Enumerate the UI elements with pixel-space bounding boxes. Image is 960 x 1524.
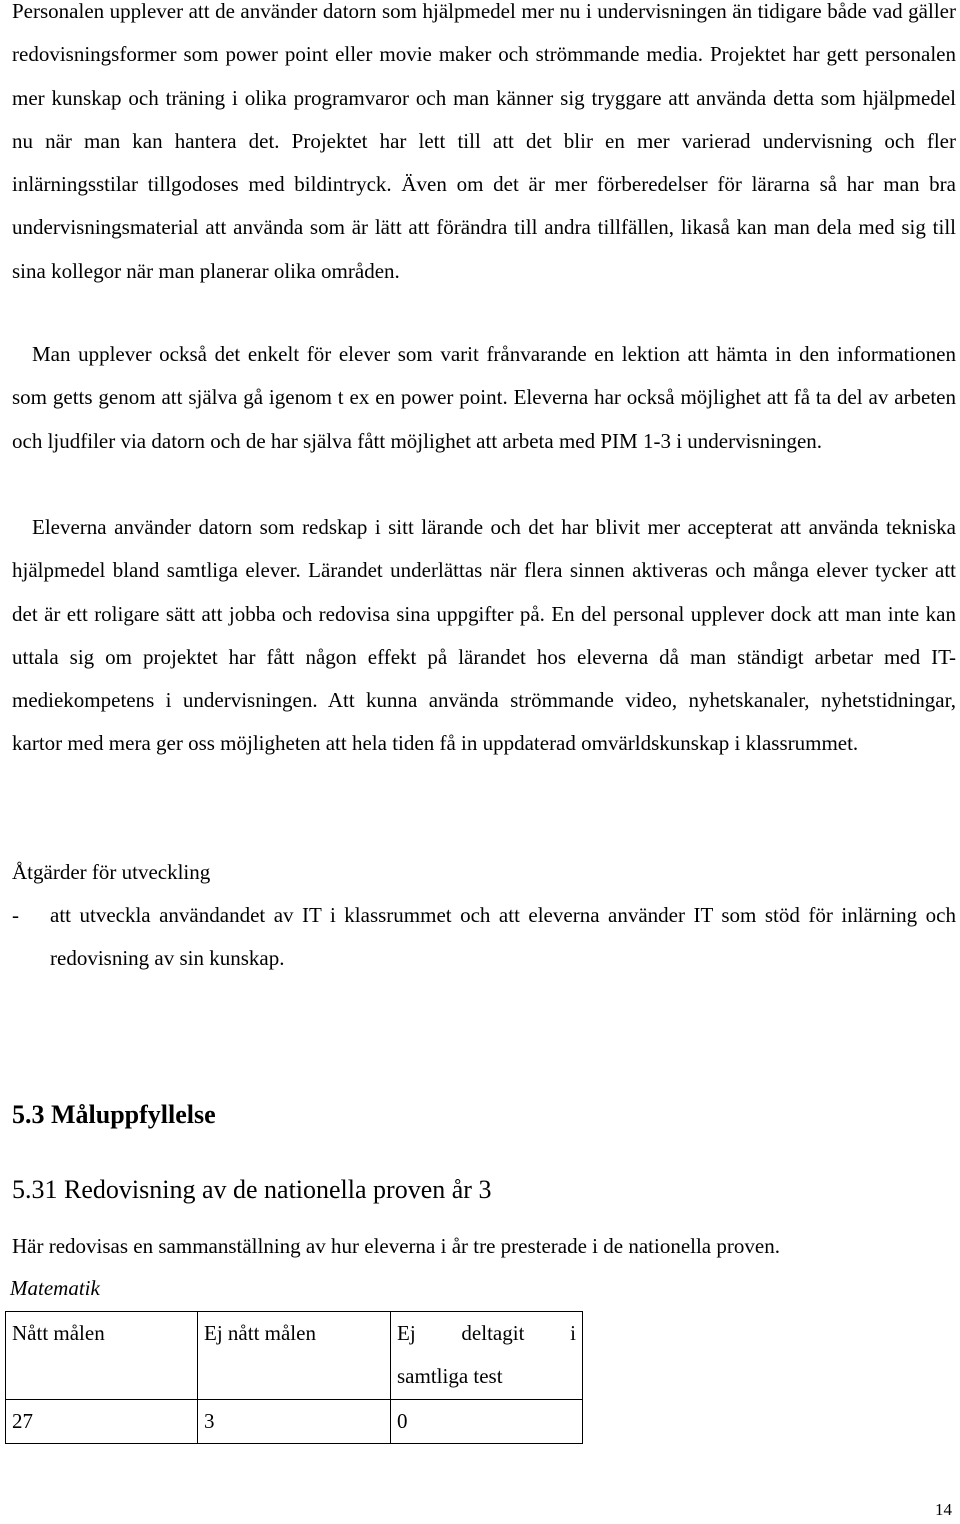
body-paragraph-2: Man upplever också det enkelt för elever som varit frånvarande en lektion att hämta in den informationen som getts genom att själva gå igenom t ex en power point. Eleverna har också möjlighet att få ta del av arbeten och ljudfiler via datorn och de har själva fått möjlighet att arbeta med PIM 1-3 i undervisningen. (12, 342, 956, 453)
cell-passed-value: 27 (6, 1399, 198, 1443)
subsection-heading: 5.31 Redovisning av de nationella proven år 3 (12, 1175, 492, 1204)
table-header-row (6, 1312, 583, 1400)
measures-item-text: att utveckla användandet av IT i klassrummet och att eleverna använder IT som stöd för inlärning och redovisning av sin kunskap. (50, 903, 956, 971)
page-number: 14 (935, 1500, 952, 1519)
header-cell-passed: Nått målen (6, 1312, 198, 1400)
header-cell-line-2: samtliga test (397, 1364, 503, 1389)
list-dash: - (12, 903, 19, 927)
measures-list-item (12, 894, 956, 981)
body-paragraph-1: Personalen upplever att de använder datorn som hjälpmedel mer nu i undervisningen än tidigare både vad gäller redovisningsformer som power point eller movie maker och strömmande media. Projektet har gett personalen mer kunskap och träning i olika programvaror och man känner sig tryggare att använda detta som hjälpmedel nu när man kan hantera det. Projektet har lett till att det blir en mer varierad undervisning och fler inlärningsstilar tillgodoses med bildintryck. Även om det är mer förberedelser för lärarna så har man bra undervisningsmaterial att använda som är lätt att förändra till andra tillfällen, likaså kan man dela med sig till sina kollegor när man planerar olika områden. (12, 0, 956, 283)
cell-not-participated-value: 0 (391, 1399, 583, 1443)
section-heading: 5.3 Måluppfyllelse (12, 1100, 216, 1129)
body-paragraph-3: Eleverna använder datorn som redskap i sitt lärande och det har blivit mer accepterat att använda tekniska hjälpmedel bland samtliga elever. Lärandet underlättas när flera sinnen aktiveras och många elever tycker att det är ett roligare sätt att jobba och redovisa sina uppgifter på. En del personal upplever dock att man inte kan uttala sig om projektet har fått någon effekt på lärandet hos eleverna då man ständigt arbetar med IT-mediekompetens i undervisningen. Att kunna använda strömmande video, nyhetskanaler, nyhetstidningar, kartor med mera ger oss möjligheten att hela tiden få in uppdaterad omvärldskunskap i klassrummet. (12, 515, 956, 756)
subject-label: Matematik (10, 1276, 100, 1300)
cell-not-passed-value: 3 (198, 1399, 391, 1443)
intro-text: Här redovisas en sammanställning av hur eleverna i år tre presterade i de nationella proven. (12, 1234, 780, 1258)
header-cell-not-participated (391, 1312, 583, 1400)
table-row (6, 1399, 583, 1443)
results-table (5, 1311, 583, 1444)
measures-heading: Åtgärder för utveckling (12, 860, 211, 884)
header-cell-not-passed: Ej nått målen (198, 1312, 391, 1400)
measures-list (12, 894, 956, 981)
header-cell-line-1: Ej deltagit i (397, 1321, 576, 1345)
